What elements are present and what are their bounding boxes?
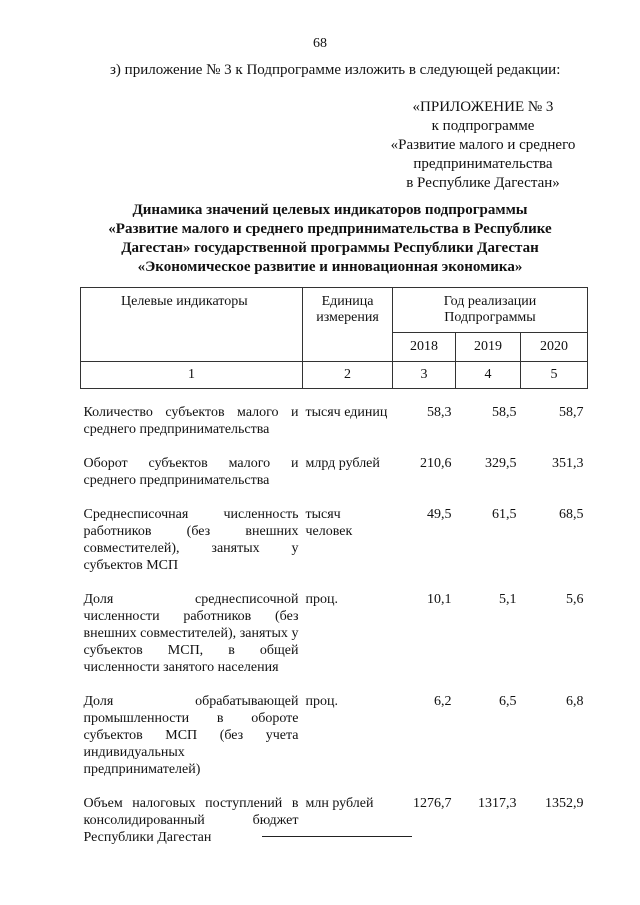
indicator-name: Объем налоговых поступлений в консолидированный бюджет Республики Дагестан xyxy=(83,796,299,845)
value-2019: 5,1 xyxy=(499,592,517,607)
indicator-name: Доля обрабатывающей промышленности в обороте субъектов МСП (без учета индивидуальных предпринимателей) xyxy=(83,694,299,777)
value-2018: 6,2 xyxy=(434,694,452,709)
indicator-name: Количество субъектов малого и среднего предпринимательства xyxy=(83,405,299,437)
header-indicators: Целевые индикаторы xyxy=(81,288,303,362)
appendix-line: предпринимательства xyxy=(413,156,553,172)
appendix-line: к подпрограмме xyxy=(431,118,535,134)
value-2020: 68,5 xyxy=(559,507,584,522)
value-2020: 1352,9 xyxy=(545,796,584,811)
indicator-unit: млн рублей xyxy=(305,796,374,811)
table-row xyxy=(81,445,588,496)
document-heading xyxy=(60,201,600,277)
table-row xyxy=(81,785,588,853)
appendix-line: в Республике Дагестан» xyxy=(406,175,560,191)
indicator-unit: тысяч единиц xyxy=(305,405,388,420)
value-2019: 329,5 xyxy=(485,456,517,471)
value-2019: 61,5 xyxy=(492,507,517,522)
value-2020: 6,8 xyxy=(566,694,584,709)
appendix-title: «ПРИЛОЖЕНИЕ № 3 xyxy=(412,99,554,115)
column-number: 3 xyxy=(393,362,456,389)
table-row xyxy=(81,496,588,581)
column-number: 4 xyxy=(456,362,521,389)
header-year: 2018 xyxy=(393,333,456,362)
heading-line: Динамика значений целевых индикаторов подпрограммы xyxy=(132,202,528,218)
appendix-line: «Развитие малого и среднего xyxy=(390,137,576,153)
value-2020: 351,3 xyxy=(552,456,584,471)
value-2018: 210,6 xyxy=(420,456,452,471)
intro-text: з) приложение № 3 к Подпрограмме изложить в следующей редакции: xyxy=(110,62,561,78)
value-2018: 58,3 xyxy=(427,405,452,420)
indicator-name: Доля среднесписочной численности работников (без внешних совместителей), занятых у субъектов МСП, в общей численности занятого населения xyxy=(83,592,299,675)
value-2019: 6,5 xyxy=(499,694,517,709)
indicator-unit: проц. xyxy=(305,694,338,709)
column-number: 5 xyxy=(521,362,588,389)
value-2020: 58,7 xyxy=(559,405,584,420)
value-2020: 5,6 xyxy=(566,592,584,607)
indicators-table xyxy=(80,287,588,853)
indicator-name: Оборот субъектов малого и среднего предпринимательства xyxy=(83,456,299,488)
table-row xyxy=(81,683,588,785)
appendix-header xyxy=(378,98,588,193)
table-row xyxy=(81,389,588,446)
bottom-divider xyxy=(262,836,412,837)
value-2018: 49,5 xyxy=(427,507,452,522)
page-number: 68 xyxy=(313,36,327,51)
indicator-unit: проц. xyxy=(305,592,338,607)
header-unit: Единица измерения xyxy=(303,288,393,362)
header-year: 2020 xyxy=(521,333,588,362)
value-2018: 1276,7 xyxy=(413,796,452,811)
table-row xyxy=(81,581,588,683)
indicator-unit: млрд рублей xyxy=(305,456,380,471)
indicator-name: Среднесписочная численность работников (без внешних совместителей), занятых у субъектов МСП xyxy=(83,507,299,573)
header-year: 2019 xyxy=(456,333,521,362)
value-2019: 1317,3 xyxy=(478,796,517,811)
indicator-unit: тысяч человек xyxy=(305,507,353,539)
heading-line: «Экономическое развитие и инновационная экономика» xyxy=(137,259,523,275)
column-number: 1 xyxy=(81,362,303,389)
heading-line: «Развитие малого и среднего предпринимательства в Республике xyxy=(108,221,552,237)
column-number: 2 xyxy=(303,362,393,389)
value-2018: 10,1 xyxy=(427,592,452,607)
value-2019: 58,5 xyxy=(492,405,517,420)
heading-line: Дагестан» государственной программы Республики Дагестан xyxy=(121,240,539,256)
header-years-group: Год реализации Подпрограммы xyxy=(393,288,588,333)
